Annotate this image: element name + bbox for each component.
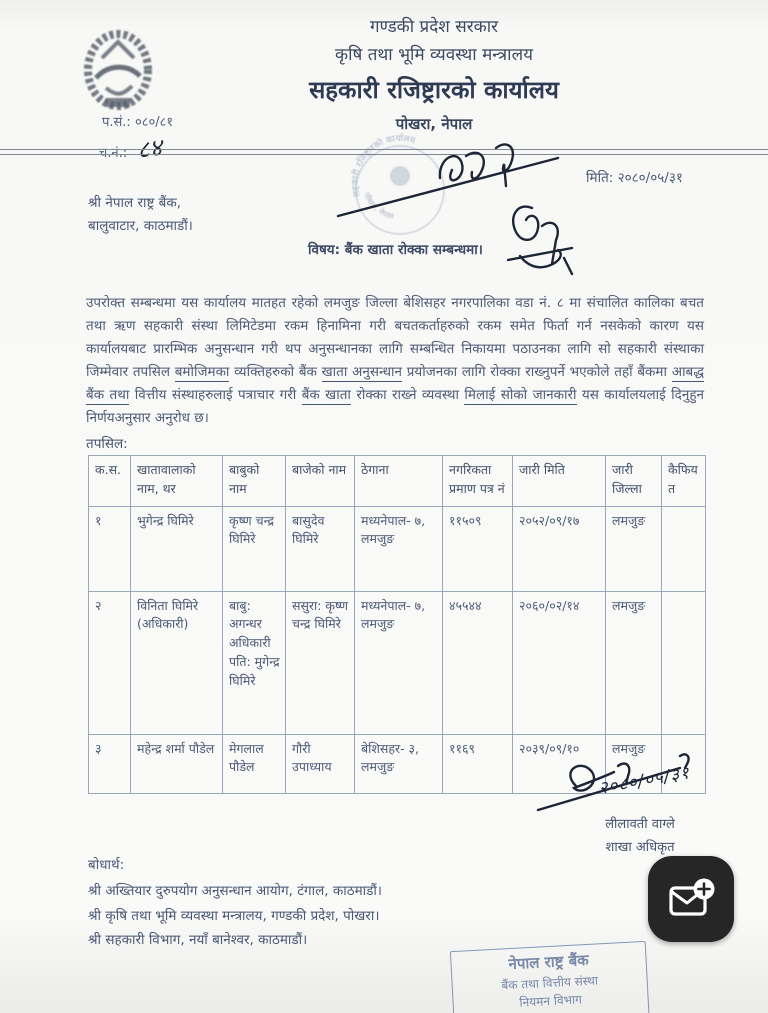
cell-father-name: मेगलाल पौडेल (223, 734, 286, 793)
ref-number-line (102, 112, 173, 130)
col-header-address: ठेगाना (355, 456, 443, 507)
cell-account-holder: महेन्द्र शर्मा पौडेल (131, 734, 223, 793)
signatory-title: शाखा अधिकृत (605, 840, 675, 855)
col-header-account-holder: खातावालाको नाम, थर (131, 456, 223, 507)
recipient-line-2: बालुवाटार, काठमाडौं। (88, 217, 193, 234)
ministry-name: कृषि तथा भूमि व्यवस्था मन्त्रालय (335, 45, 533, 66)
cc-item: श्री कृषि तथा भूमि व्यवस्था मन्त्रालय, गण्डकी प्रदेश, पोखरा। (88, 907, 380, 924)
col-header-sn: क.स. (89, 456, 131, 507)
nepal-rastra-bank-stamp (450, 941, 650, 1013)
cell-citizenship-no: ४५५४४ (443, 591, 513, 734)
cell-grandfather-name: ससुरा: कृष्ण चन्द्र घिमिरे (286, 591, 355, 734)
body-segment: रोक्का राख्ने व्यवस्था (350, 387, 465, 403)
cell-sn: २ (89, 591, 131, 734)
cell-address: बेशिसहर- ३, लमजुङ (355, 734, 443, 793)
office-name: सहकारी रजिष्ट्रारको कार्यालय (309, 75, 559, 104)
body-segment: यस कार्यालयलाई दिनुहुन निर्णयअनुसार अनुरोध छ। (86, 387, 704, 426)
col-header-father-name: बाबुको नाम (223, 456, 286, 507)
col-header-citizenship-no: नगरिकता प्रमाण पत्र नं (443, 456, 513, 507)
body-segment-underlined: आबद्ध बैंक तथा (86, 364, 704, 403)
bank-stamp-line-3: नियमन विभाग (519, 992, 583, 1010)
recipient-address (88, 192, 193, 238)
body-segment: उपरोक्त सम्बन्धमा यस कार्यालय मातहत रहेको लमजुङ जिल्ला बेशिसहर नगरपालिका वडा नं. ८ मा संचालित कालिका बचत तथा ऋण सहकारी संस्था लिमिटेडमा रकम हिनामिना गरी बचतकर्ताहरुको रकम समेत फिर्ता गर्न नसकेको कारण यस कार्यालयबाट प्रारम्भिक अनुसन्धान गरी थप अनुसन्धानका लागि सम्बन्धित निकायमा पठाउनका लागि सो सहकारी संस्थाका जिम्मेवार तपसिल (86, 295, 704, 380)
cc-label: बोधार्थ: (88, 857, 125, 873)
body-segment-underlined: खाता अनुसन्धान (321, 364, 403, 380)
table-row (89, 591, 706, 734)
cell-issue-district: लमजुङ (606, 591, 662, 734)
office-location: पोखरा, नेपाल (395, 114, 473, 133)
body-segment: प्रयोजनका लागि रोक्का राख्नुपर्ने भएकोले तहाँ बैंकमा (402, 364, 672, 380)
letter-date: मिति: २०८०/०५/३१ (586, 170, 683, 186)
table-header-row (89, 456, 706, 507)
cell-address: मध्यनेपाल- ७, लमजुङ (355, 506, 443, 591)
cell-citizenship-no: ११६९ (443, 734, 513, 793)
government-name: गण्डकी प्रदेश सरकार (369, 17, 499, 37)
cell-address: मध्यनेपाल- ७, लमजुङ (355, 591, 443, 734)
letterhead (150, 14, 718, 136)
cc-item: श्री सहकारी विभाग, नयाँ बानेश्वर, काठमाडौं। (88, 931, 308, 948)
header-divider-bottom (0, 154, 768, 155)
cell-remarks (662, 506, 706, 591)
cell-citizenship-no: ११५०९ (443, 506, 513, 591)
bank-stamp-line-2: बैंक तथा वित्तीय संस्था (501, 973, 599, 993)
body-paragraph (86, 292, 704, 430)
ref-number-label: प.सं.: (102, 115, 131, 130)
cell-father-name: बाबु: अगन्धर अधिकारी पति: मुगेन्द्र घिमिरे (223, 591, 286, 734)
round-stamp-subtext: पोखरा, नेपाल (362, 191, 395, 222)
bank-stamp-line-1: नेपाल राष्ट्र बैंक (508, 950, 590, 974)
cell-issue-district: लमजुङ (606, 734, 662, 793)
cc-section (88, 853, 382, 952)
round-stamp-text: सहकारी रजिष्ट्रारको कार्यालय (350, 134, 417, 198)
cell-account-holder: भुगेन्द्र घिमिरे (131, 506, 223, 591)
dispatch-number-label: च.नं.: (99, 146, 128, 161)
add-image-button[interactable] (648, 856, 734, 942)
svg-text:सहकारी रजिष्ट्रारको कार्यालय (350, 132, 417, 198)
cell-account-holder: विनिता घिमिरे (अधिकारी) (131, 591, 223, 734)
header-divider-top (0, 149, 768, 150)
body-segment: वित्तीय संस्थाहरुलाई पत्राचार गरी (129, 387, 302, 403)
national-emblem-logo (76, 26, 160, 118)
col-header-grandfather-name: बाजेको नाम (286, 456, 355, 507)
ref-number-value: ०८०/८१ (134, 115, 174, 130)
col-header-remarks: कैफियत (662, 456, 706, 507)
table-row (89, 506, 706, 591)
tapsil-label: तपसिल: (86, 436, 128, 452)
body-segment: व्यक्तिहरुको बैंक (229, 364, 322, 380)
cell-sn: ३ (89, 734, 131, 793)
signature-handwritten-date: २०८०/०५/३१ (597, 763, 692, 799)
recipient-line-1: श्री नेपाल राष्ट्र बैंक, (88, 195, 182, 211)
cell-issue-date: २०५२/०९/१७ (513, 506, 606, 591)
dispatch-number-handwritten: ८४ (135, 133, 165, 165)
add-image-icon (665, 876, 717, 922)
cell-grandfather-name: गौरी उपाध्याय (286, 734, 355, 793)
cell-issue-date: २०६०/०२/१४ (513, 591, 606, 734)
cc-item: श्री अख्तियार दुरुपयोग अनुसन्धान आयोग, टंगाल, काठमाडौं। (88, 883, 382, 900)
cell-remarks (662, 591, 706, 734)
subject-line: विषय: बैंक खाता रोक्का सम्बन्धमा। (308, 242, 483, 258)
signatory-name: लीलावती वाग्ले (605, 817, 675, 832)
svg-text:पोखरा, नेपाल (362, 191, 395, 222)
cell-grandfather-name: बासुदेव घिमिरे (286, 506, 355, 591)
cell-issue-district: लमजुङ (606, 506, 662, 591)
cell-father-name: कृष्ण चन्द्र घिमिरे (223, 506, 286, 591)
body-segment-underlined: बैंक खाता (301, 387, 351, 403)
cell-issue-date: २०३९/०९/१० (513, 734, 606, 793)
cell-sn: १ (89, 506, 131, 591)
account-holder-table (88, 455, 706, 794)
col-header-issue-district: जारी जिल्ला (606, 456, 662, 507)
col-header-issue-date: जारी मिति (513, 456, 606, 507)
body-segment-underlined: मिलाई सोको जानकारी (464, 387, 577, 403)
body-segment-underlined: बमोजिमका (174, 364, 230, 380)
